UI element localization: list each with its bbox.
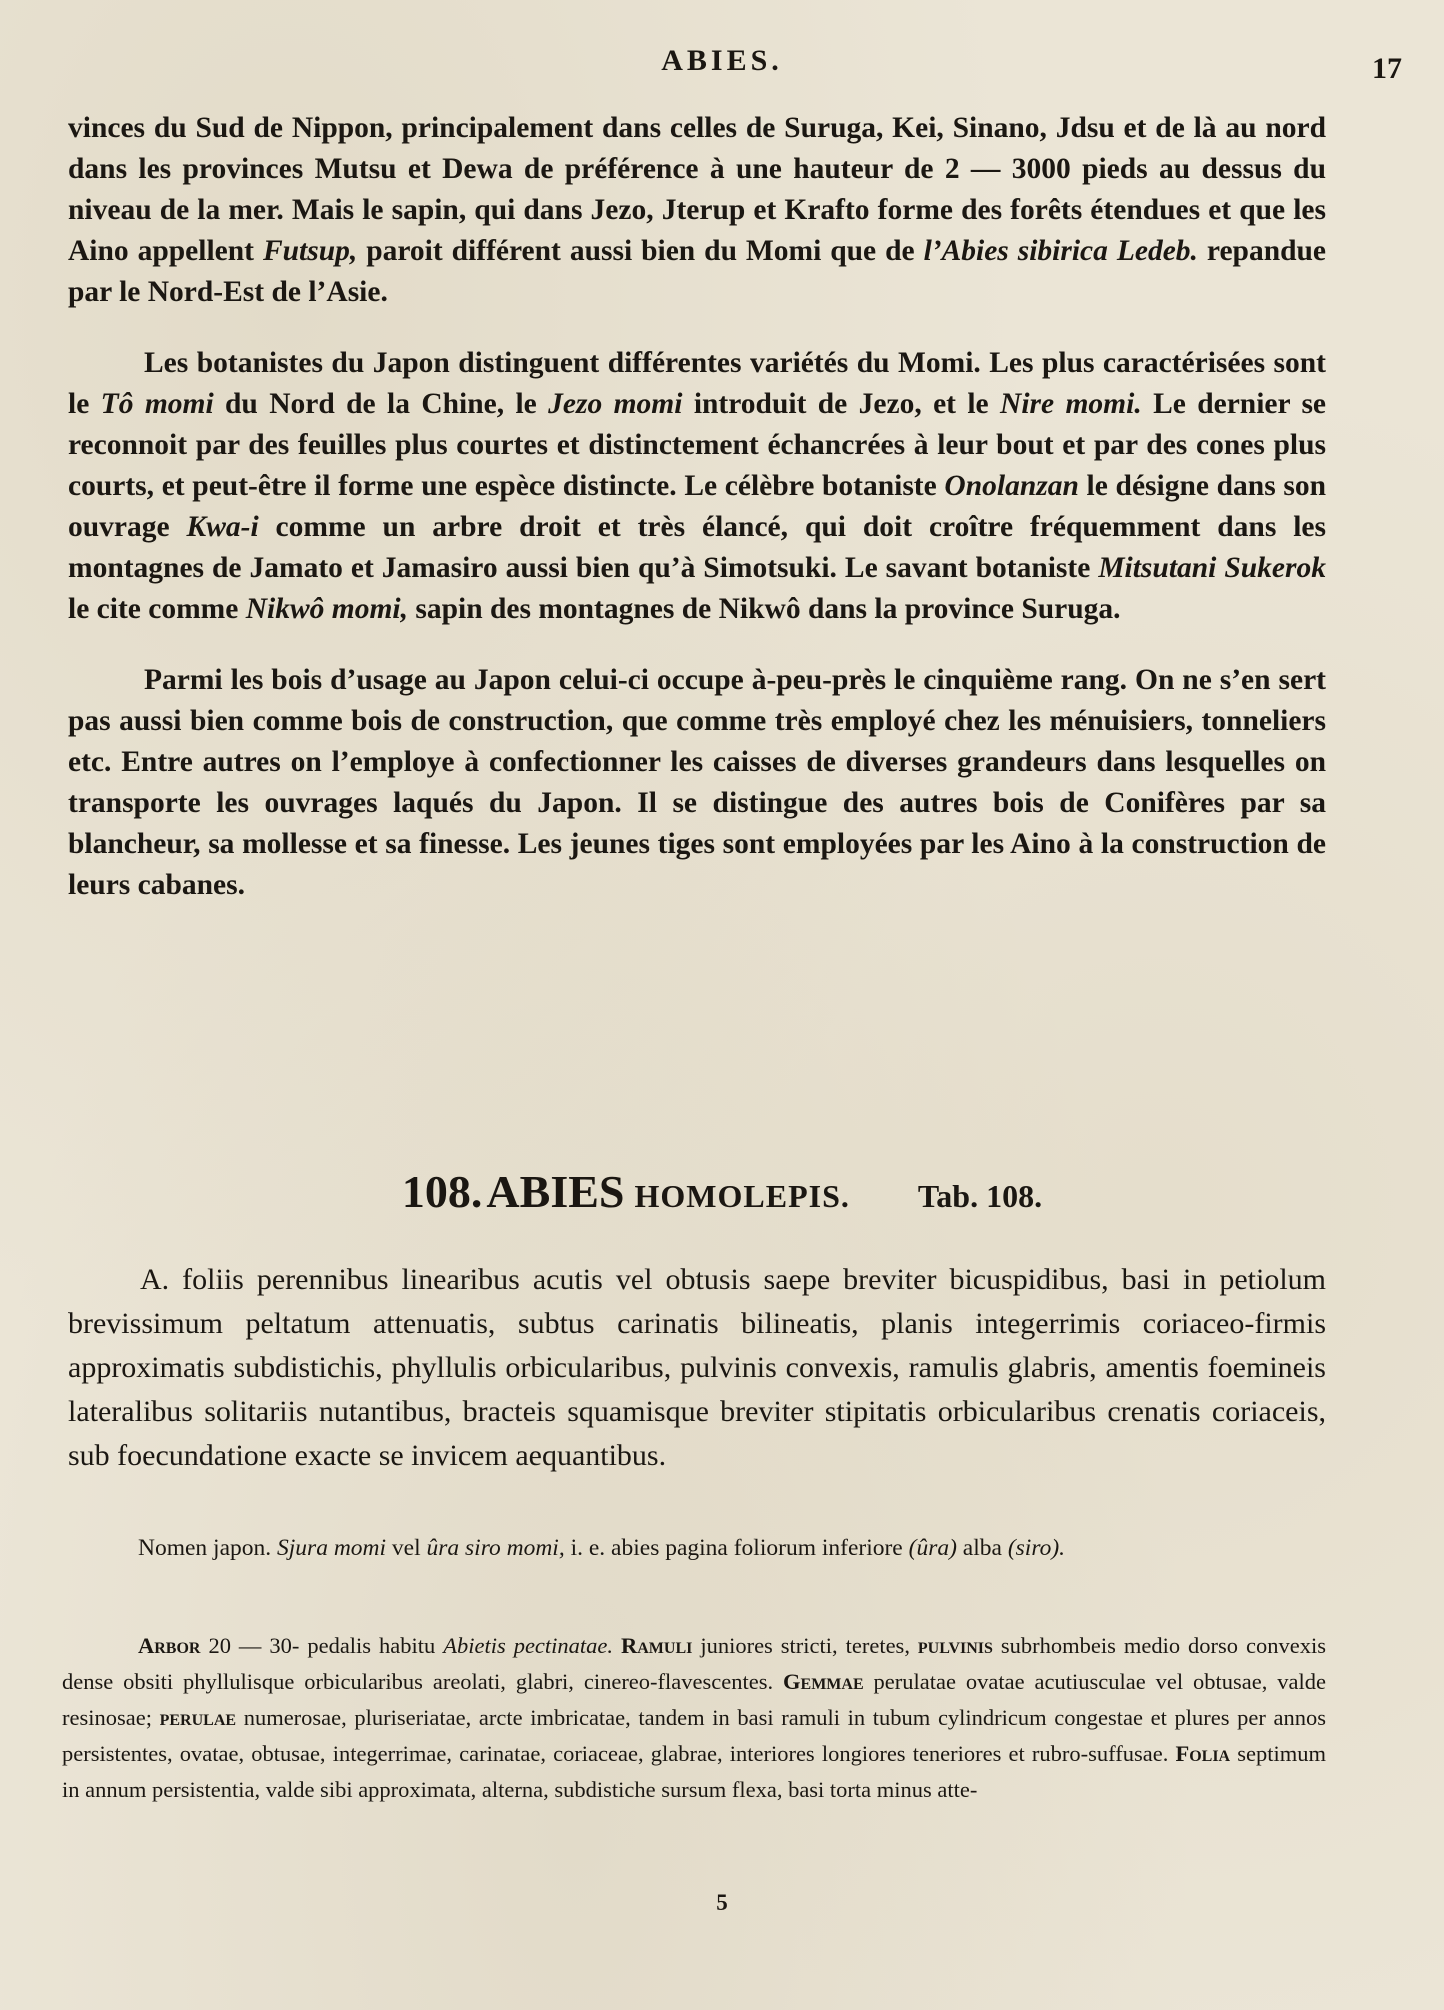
text-run: paroit différent aussi bien du Momi que de xyxy=(357,235,924,267)
italic-term: (siro). xyxy=(1007,1535,1066,1561)
text-run: vinces du Sud de Nippon, principalement dans celles de Suruga, Kei, Sinano, Jdsu et de là au nord dans les provinces Mutsu et Dewa de préférence à une hauteur de 2 — 3000 pieds au dessus du niveau de la mer. Mais le sapin, qui dans Jezo, Jterup et Krafto forme des forêts étendues et que les Aino appellent xyxy=(68,112,1326,267)
paragraph-2 xyxy=(68,343,1326,630)
plate-reference: Tab. 108. xyxy=(917,1178,1043,1214)
smallcaps-term: perulae xyxy=(159,1705,237,1730)
species-name: HOMOLEPIS. xyxy=(634,1178,850,1214)
text-run: septimum in annum persistentia, valde sibi approximata, alterna, subdistiche sursum flexa, basi torta minus atte- xyxy=(62,1741,1326,1802)
signature-mark: 5 xyxy=(716,1890,728,1915)
italic-term: Mitsutani Sukerok xyxy=(1098,552,1326,584)
genus-name: ABIES xyxy=(486,1166,625,1217)
italic-term: Nikwô momi, xyxy=(245,593,408,625)
italic-term: Futsup, xyxy=(262,235,358,267)
text-run: vel xyxy=(386,1535,427,1561)
text-run: le désigne dans son ouvrage xyxy=(68,470,1327,543)
italic-term: Sjura momi xyxy=(277,1535,387,1561)
italic-term: Jezo momi xyxy=(548,388,683,420)
japanese-name-note xyxy=(62,1530,1326,1566)
text-run: numerosae, pluriseriatae, arcte imbricatae, tandem in basi ramuli in tubum cylindricum congestae et plures per annos persistentes, ovatae, obtusae, integerrimae, carinatae, coriaceae, glabrae, interiores longiores teneriores et rubro-suffusae. xyxy=(62,1705,1326,1766)
italic-term: l’Abies sibirica Ledeb. xyxy=(923,235,1198,267)
text-run: repandue par le Nord-Est de l’Asie. xyxy=(68,235,1327,308)
text-run: du Nord de la Chine, le xyxy=(213,388,549,420)
text-run: i. e. abies pagina foliorum inferiore xyxy=(564,1535,909,1561)
text-run: le cite comme xyxy=(68,593,246,625)
text-run: comme un arbre droit et très élancé, qui doit croître fréquemment dans les montagnes de Jamato et Jamasiro aussi bien qu’à Simotsuki. Le savant botaniste xyxy=(68,511,1327,584)
text-run: introduit de Jezo, et le xyxy=(682,388,1001,420)
diagnosis-paragraph: A. foliis perennibus linearibus acutis vel obtusis saepe breviter bicuspidibus, basi in petiolum brevissimum peltatum attenuatis, subtus carinatis bilineatis, planis integerrimis coriaceo-firmis approximatis subdistichis, phyllulis orbicularibus, pulvinis convexis, ramulis glabris, amentis foemineis lateralibus solitariis nutantibus, bracteis squamisque breviter stipitatis orbicularibus crenatis coriaceis, sub foecundatione exacte se invicem aequantibus. xyxy=(68,1263,1326,1472)
italic-term: Nire momi. xyxy=(1000,388,1142,420)
main-text xyxy=(68,108,1326,906)
smallcaps-term: Arbor xyxy=(138,1633,201,1658)
text-run: alba xyxy=(956,1535,1008,1561)
text-run: Les botanistes du Japon distinguent différentes variétés du Momi. Les plus caractérisées sont le xyxy=(68,347,1326,420)
paragraph-3: Parmi les bois d’usage au Japon celui-ci occupe à-peu-près le cinquième rang. On ne s’en sert pas aussi bien comme bois de construction, que comme très employé chez les ménuisiers, tonneliers etc. Entre autres on l’employe à confectionner les caisses de diverses grandeurs dans lesquelles on transporte les ouvrages laqués du Japon. Il se distingue des autres bois de Conifères par sa blancheur, sa mollesse et sa finesse. Les jeunes tiges sont employées par les Aino à la construction de leurs cabanes. xyxy=(68,664,1326,901)
text-run: Nomen japon. xyxy=(138,1535,278,1561)
text-run xyxy=(613,1633,621,1658)
nomen-paragraph xyxy=(62,1530,1326,1566)
paragraph-1 xyxy=(68,108,1326,313)
species-description xyxy=(62,1628,1326,1808)
page-number: 17 xyxy=(1372,52,1402,85)
italic-term: Kwa-i xyxy=(186,511,259,543)
italic-term: Onolanzan xyxy=(944,470,1079,502)
running-title: ABIES. xyxy=(661,44,783,77)
text-run: sapin des montagnes de Nikwô dans la province Suruga. xyxy=(407,593,1121,625)
latin-diagnosis xyxy=(68,1258,1326,1478)
smallcaps-term: Ramuli xyxy=(621,1633,693,1658)
italic-term: (ûra) xyxy=(908,1535,957,1561)
text-run: perulatae ovatae acutiusculae vel obtusae, valde resinosae; xyxy=(62,1669,1326,1730)
italic-term: Tô momi xyxy=(100,388,214,420)
italic-term: ûra siro momi, xyxy=(426,1535,565,1561)
smallcaps-term: Gemmae xyxy=(783,1669,864,1694)
text-run: 20 — 30- pedalis habitu xyxy=(200,1633,444,1658)
section-number: 108. xyxy=(401,1166,483,1217)
smallcaps-term: pulvinis xyxy=(917,1633,993,1658)
text-run: subrhombeis medio dorso convexis dense obsiti phyllulisque orbicularibus areolati, glabri, cinereo-flavescentes. xyxy=(62,1633,1326,1694)
description-paragraph xyxy=(62,1628,1326,1808)
text-run: juniores stricti, teretes, xyxy=(692,1633,918,1658)
italic-term: Abietis pectinatae. xyxy=(443,1633,614,1658)
section-heading xyxy=(0,1165,1444,1218)
text-run: Le dernier se reconnoit par des feuilles plus courtes et distinctement échancrées à leur bout et par des cones plus courts, et peut-être il forme une espèce distincte. Le célèbre botaniste xyxy=(68,388,1327,502)
smallcaps-term: Folia xyxy=(1175,1741,1231,1766)
